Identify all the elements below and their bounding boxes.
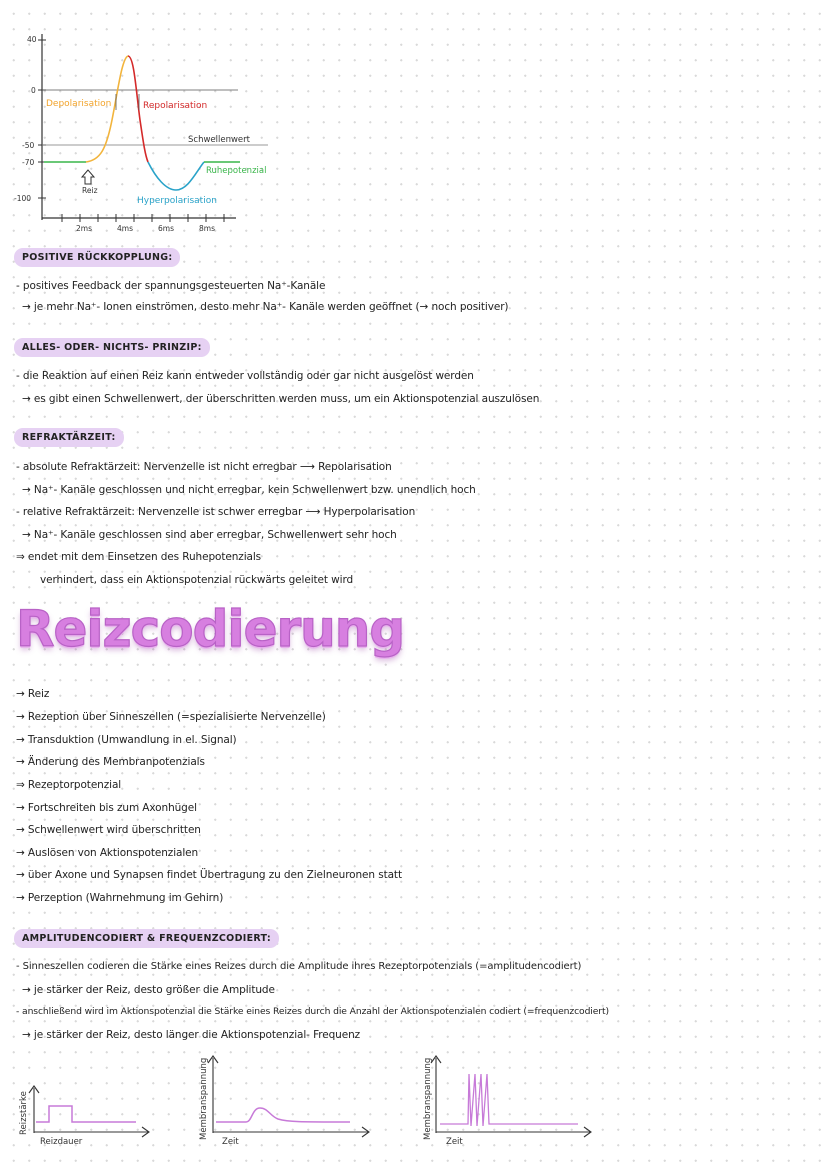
- y-tick-m50: -50: [22, 141, 35, 150]
- y-tick-m70: -70: [22, 158, 35, 167]
- chain-item: → Fortschreiten bis zum Axonhügel: [16, 802, 197, 814]
- label-schwellenwert: Schwellenwert: [188, 135, 250, 145]
- mini-graph-reizstaerke: [19, 1086, 149, 1147]
- chain-item: → Änderung des Membranpotenzials: [16, 756, 205, 768]
- text-line: → je stärker der Reiz, desto größer die Amplitude: [22, 984, 275, 996]
- chain-item: → Auslösen von Aktionspotenzialen: [16, 847, 199, 859]
- label-repolarisation: Repolarisation: [143, 101, 208, 111]
- chain-item: → Transduktion (Umwandlung in el. Signal): [16, 734, 237, 746]
- chain-item: → Perzeption (Wahrnehmung im Gehirn): [16, 892, 224, 904]
- y-tick-40: 40: [27, 35, 37, 44]
- y-tick-m100: -100: [14, 194, 32, 203]
- chain-item: → Reiz: [16, 688, 50, 700]
- text-line: → Na⁺- Kanäle geschlossen sind aber erregbar, Schwellenwert sehr hoch: [22, 529, 397, 541]
- text-line: → je mehr Na⁺- Ionen einströmen, desto mehr Na⁺- Kanäle werden geöffnet (→ noch positiver): [22, 301, 509, 313]
- label-depolarisation: Depolarisation: [46, 99, 112, 109]
- page-title: Reizcodierung: [16, 600, 405, 658]
- chain-item: → über Axone und Synapsen findet Übertragung zu den Zielneuronen statt: [16, 869, 402, 881]
- text-line: - Sinneszellen codieren die Stärke eines Reizes durch die Amplitude ihres Rezeptorpotenzials (=amplitudencodiert): [16, 961, 582, 972]
- heading-alles-oder-nichts: ALLES- ODER- NICHTS- PRINZIP:: [14, 338, 210, 357]
- depolarisation-curve: [86, 56, 128, 162]
- mini-graph-frequenz: [423, 1056, 591, 1147]
- text-line: - anschließend wird im Aktionspotenzial die Stärke eines Reizes durch die Anzahl der Aktionspotenzialen codiert (=frequenzcodiert): [16, 1006, 609, 1017]
- action-potential-spikes: [440, 1074, 578, 1126]
- text-line: → Na⁺- Kanäle geschlossen und nicht erregbar, kein Schwellenwert bzw. unendlich hoch: [22, 484, 476, 496]
- text-line: verhindert, dass ein Aktionspotenzial rückwärts geleitet wird: [40, 574, 354, 586]
- heading-positive-rueckkopplung: POSITIVE RÜCKKOPPLUNG:: [14, 248, 180, 267]
- action-potential-graph: [0, 0, 300, 240]
- chain-item: → Rezeption über Sinneszellen (=spezialisierte Nervenzelle): [16, 711, 326, 723]
- text-line: → je stärker der Reiz, desto länger die Aktionspotenzial- Frequenz: [22, 1029, 361, 1041]
- x-tick-6ms: 6ms: [158, 224, 174, 233]
- x-tick-2ms: 2ms: [76, 224, 92, 233]
- mini-xlabel: Zeit: [446, 1137, 463, 1147]
- chain-item: ⇒ Rezeptorpotenzial: [16, 779, 122, 791]
- y-tick-0: 0: [31, 86, 36, 95]
- hyperpolarisation-curve: [148, 162, 204, 190]
- mini-xlabel: Reizdauer: [40, 1137, 83, 1147]
- label-reiz: Reiz: [82, 186, 98, 195]
- mini-graphs: [0, 1040, 828, 1165]
- mini-graph-amplitude: [199, 1056, 369, 1147]
- mini-ylabel: Membranspannung: [423, 1057, 433, 1140]
- x-tick-4ms: 4ms: [117, 224, 133, 233]
- text-line: → es gibt einen Schwellenwert, der überschritten werden muss, um ein Aktionspotenzial auszulösen: [22, 393, 540, 405]
- text-line: - positives Feedback der spannungsgesteuerten Na⁺-Kanäle: [16, 280, 326, 292]
- reiz-arrow-icon: [82, 170, 94, 184]
- reiz-rect-curve: [36, 1106, 136, 1122]
- text-line: - die Reaktion auf einen Reiz kann entweder vollständig oder gar nicht ausgelöst werden: [16, 370, 474, 382]
- text-line: - absolute Refraktärzeit: Nervenzelle ist nicht erregbar ⟶ Repolarisation: [16, 461, 392, 473]
- heading-amplitudencodiert: AMPLITUDENCODIERT & FREQUENZCODIERT:: [14, 929, 279, 948]
- chain-item: → Schwellenwert wird überschritten: [16, 824, 201, 836]
- heading-refraktaerzeit: REFRAKTÄRZEIT:: [14, 428, 124, 447]
- text-line: - relative Refraktärzeit: Nervenzelle ist schwer erregbar ⟶ Hyperpolarisation: [16, 506, 416, 518]
- label-ruhepotenzial: Ruhepotenzial: [206, 166, 267, 176]
- label-hyperpolarisation: Hyperpolarisation: [137, 196, 217, 206]
- x-tick-8ms: 8ms: [199, 224, 215, 233]
- text-line: ⇒ endet mit dem Einsetzen des Ruhepotenzials: [16, 551, 262, 563]
- mini-xlabel: Zeit: [222, 1137, 239, 1147]
- mini-ylabel: Membranspannung: [199, 1057, 209, 1140]
- receptor-potential-curve: [216, 1108, 350, 1122]
- mini-ylabel: Reizstärke: [19, 1091, 29, 1135]
